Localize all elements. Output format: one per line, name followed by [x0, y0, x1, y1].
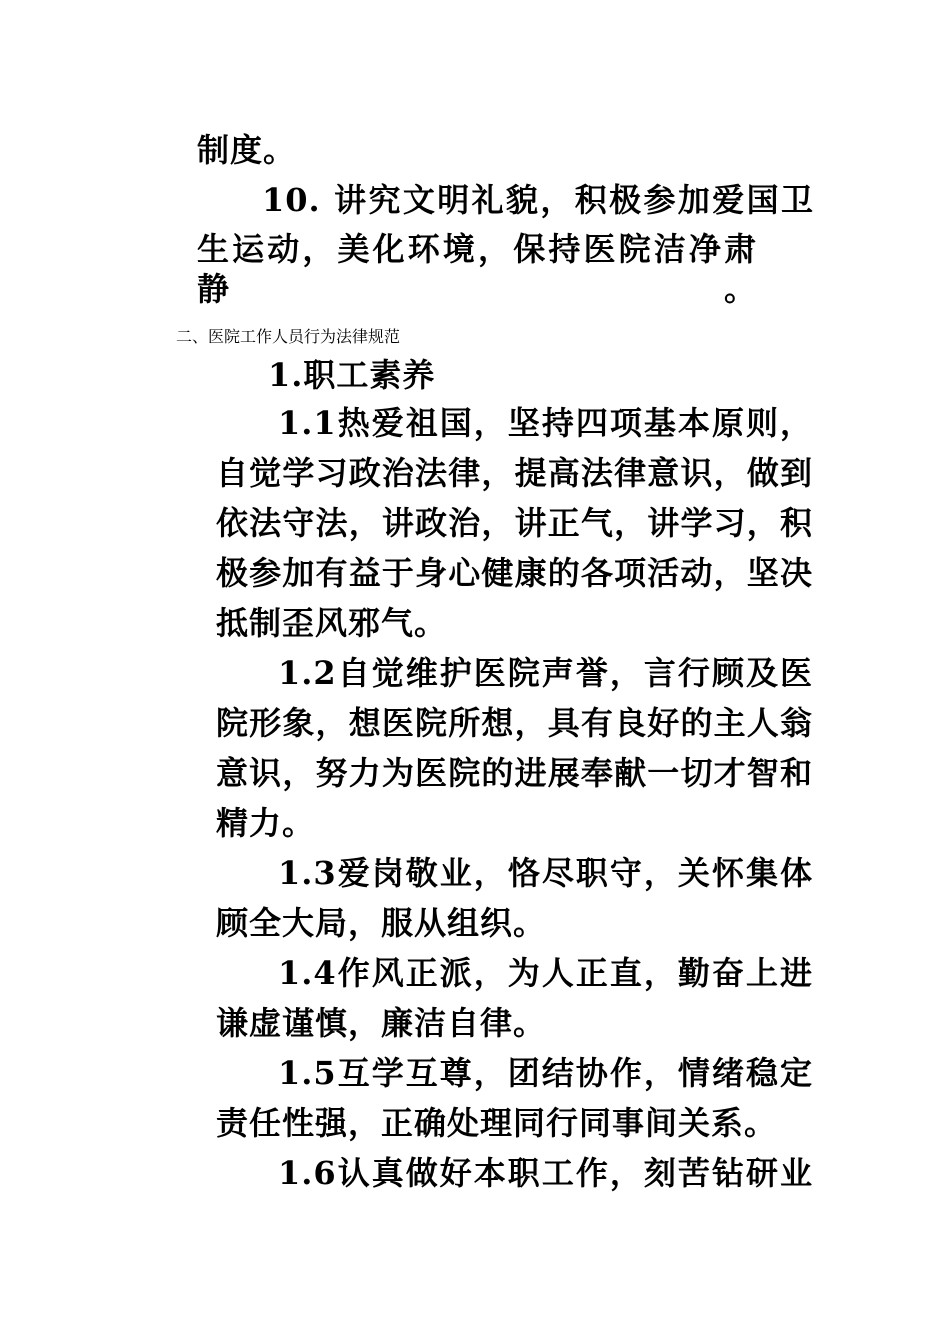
paragraph-line: 1.2自觉维护医院声誉，言行顾及医	[278, 654, 813, 692]
paragraph-line: 谦虚谨慎，廉洁自律。	[216, 1004, 547, 1042]
paragraph-line: 极参加有益于身心健康的各项活动，坚决	[216, 554, 813, 592]
paragraph-line: 1.6认真做好本职工作，刻苦钻研业	[278, 1154, 813, 1192]
text-line: 10. 讲究文明礼貌，积极参加爱国卫	[262, 181, 814, 219]
text-line: 制度。	[197, 131, 297, 169]
paragraph-line: 顾全大局，服从组织。	[216, 904, 547, 942]
paragraph-line: 抵制歪风邪气。	[216, 604, 448, 642]
paragraph-line: 精力。	[216, 804, 316, 842]
subheading: 1.职工素养	[268, 356, 436, 394]
paragraph-line: 1.5互学互尊，团结协作，情绪稳定	[278, 1054, 813, 1092]
paragraph-line: 院形象，想医院所想，具有良好的主人翁	[216, 704, 813, 742]
text-line: 生运动，美化环境，保持医院洁净肃静。	[197, 230, 757, 308]
paragraph-line: 责任性强，正确处理同行同事间关系。	[216, 1104, 778, 1142]
paragraph-line: 意识，努力为医院的进展奉献一切才智和	[216, 754, 813, 792]
section-heading: 二、医院工作人员行为法律规范	[176, 327, 401, 346]
paragraph-line: 自觉学习政治法律，提高法律意识，做到	[216, 454, 813, 492]
paragraph-line: 1.4作风正派，为人正直，勤奋上进	[278, 954, 813, 992]
paragraph-line: 1.3爱岗敬业，恪尽职守，关怀集体	[278, 854, 813, 892]
paragraph-line: 依法守法，讲政治，讲正气，讲学习，积	[216, 504, 813, 542]
paragraph-line: 1.1热爱祖国，坚持四项基本原则，	[278, 404, 813, 442]
